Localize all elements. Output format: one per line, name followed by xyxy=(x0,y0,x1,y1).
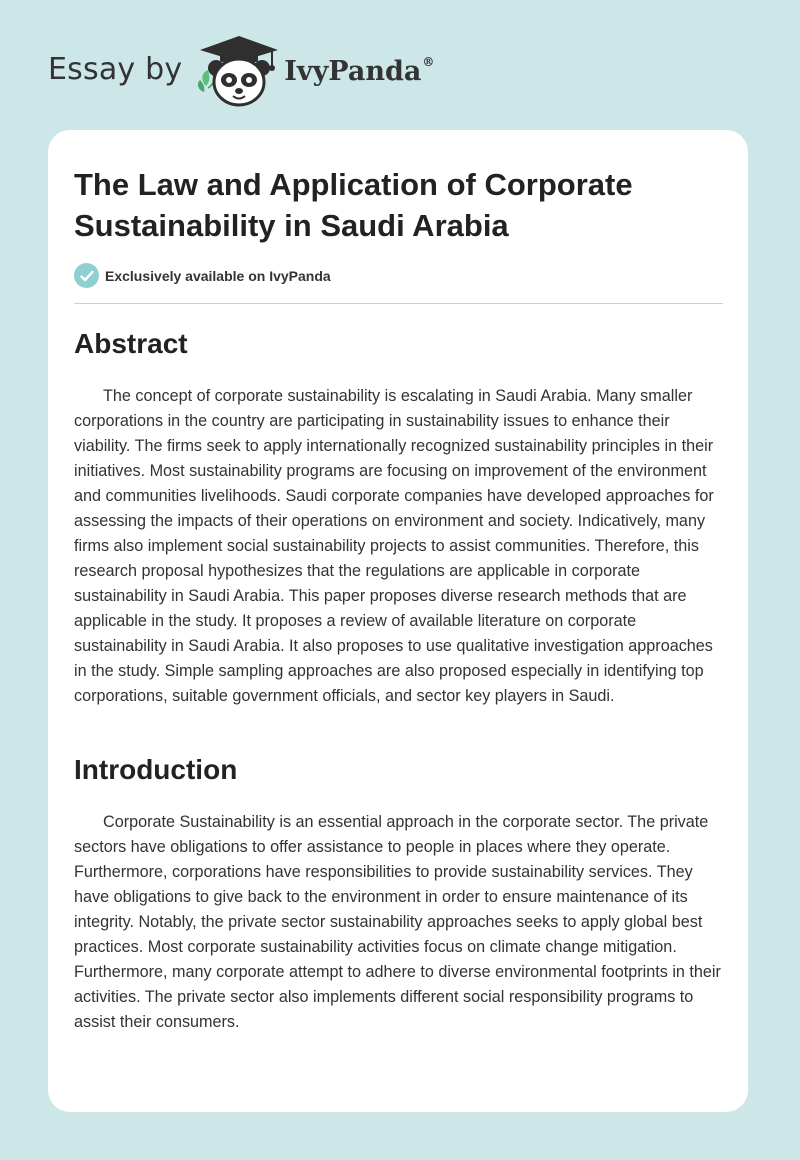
abstract-heading: Abstract xyxy=(74,328,188,359)
brand-name[interactable]: IvyPanda® xyxy=(284,55,435,87)
panda-graduate-icon[interactable] xyxy=(196,30,282,110)
essay-card xyxy=(48,130,748,1112)
page-title: The Law and Application of Corporate Sustainability in Saudi Arabia xyxy=(74,167,633,243)
divider xyxy=(74,303,723,304)
introduction-paragraph: Corporate Sustainability is an essential approach in the corporate sector. The private sectors have obligations to offer assistance to people in places where they operate. Furthermore, corporations have responsibilities to provide sustainability services. They have obligations to give back to the environment in order to ensure maintenance of its integrity. Notably, the private sector sustainability approaches seeks to apply global best practices. Most corporate sustainability activities focus on climate change mitigation. Furthermore, many corporate attempt to adhere to diverse environmental footprints in their activities. The private sector also implements different social responsibility programs to assist their consumers. xyxy=(74,813,721,1031)
check-icon xyxy=(74,263,99,288)
site-header xyxy=(48,30,752,110)
exclusive-badge xyxy=(74,263,331,288)
essay-by-label: Essay by xyxy=(48,51,183,87)
registered-mark: ® xyxy=(422,55,435,69)
abstract-paragraph: The concept of corporate sustainability is escalating in Saudi Arabia. Many smaller corporations in the country are participating in sustainability issues to enhance their viability. The firms seek to apply internationally recognized sustainability principles in their initiatives. Most sustainability programs are focusing on improvement of the environment and communities livelihoods. Saudi corporate companies have developed approaches for assessing the impacts of their operations on environment and society. Indicatively, many firms also implement social sustainability projects to assist communities. Therefore, this research proposal hypothesizes that the regulations are applicable in corporate sustainability in Saudi Arabia. This paper proposes diverse research methods that are applicable in the study. It proposes a review of available literature on corporate sustainability in Saudi Arabia. It also proposes to use qualitative investigation approaches in the study. Simple sampling approaches are also proposed especially in identifying top corporations, suitable government officials, and sector key players in Saudi. xyxy=(74,387,714,705)
exclusive-label: Exclusively available on IvyPanda xyxy=(105,267,331,284)
introduction-heading: Introduction xyxy=(74,754,238,785)
